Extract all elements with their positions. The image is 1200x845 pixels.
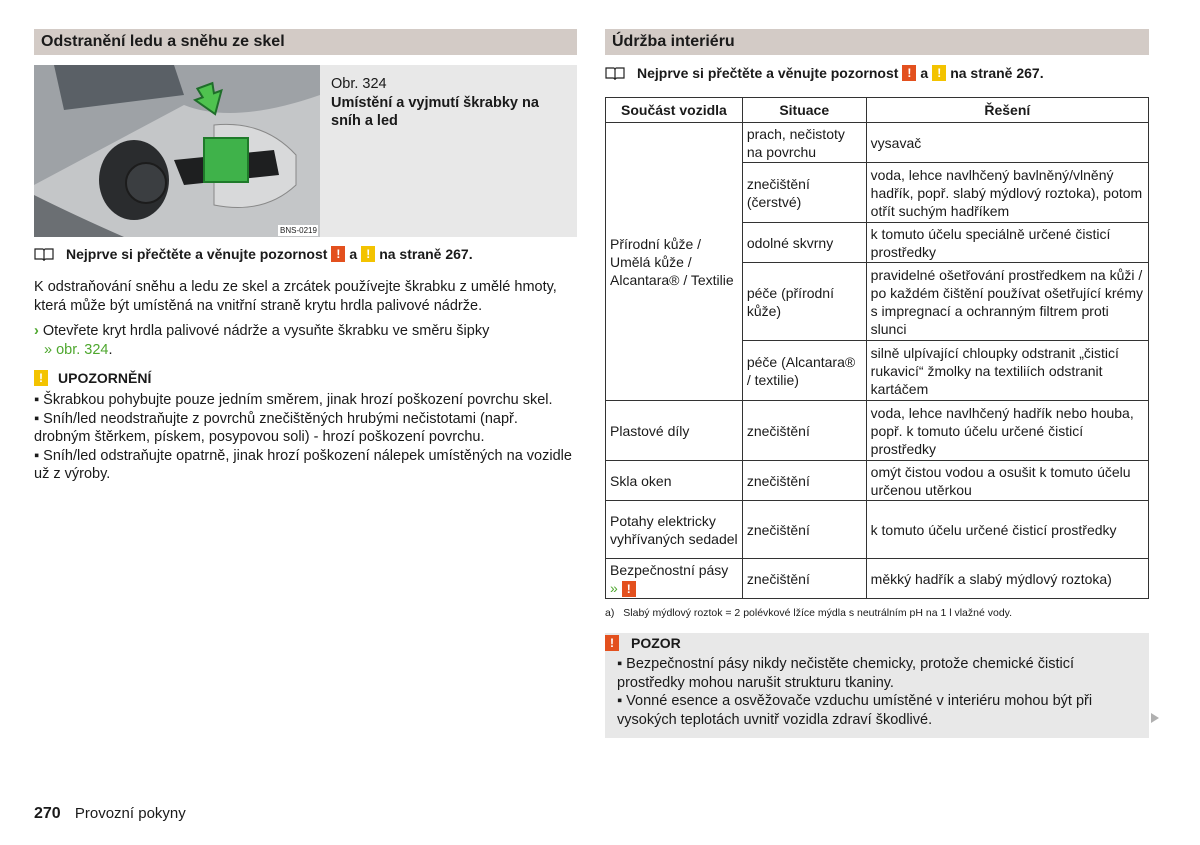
warning-item: ▪ Škrabkou pohybujte pouze jedním směrem, jinak hrozí poškození povrchu skel. — [34, 392, 553, 408]
column-header: Situace — [742, 98, 866, 123]
table-cell-part — [606, 559, 743, 599]
table-cell-situation: znečištění — [742, 559, 866, 599]
read-first-suffix: na straně 267. — [950, 65, 1044, 81]
table-cell-part: Potahy elektricky vyhřívaných sedadel — [606, 501, 743, 559]
table-cell-situation: péče (Alcantara® / textilie) — [742, 341, 866, 401]
read-first-prefix: Nejprve si přečtěte a věnujte pozornost — [66, 246, 328, 262]
page-footer — [34, 805, 186, 823]
table-cell-situation: znečištění — [742, 461, 866, 501]
step-chevron-icon: › — [34, 323, 39, 339]
table-cell-solution: voda, lehce navlhčený bavlněný/vlněný hadřík, popř. slabý mýdlový roztoka), potom otřít suchým hadříkem — [866, 163, 1148, 223]
table-cell-solution: k tomuto účelu určené čisticí prostředky — [866, 501, 1148, 559]
read-first-prefix: Nejprve si přečtěte a věnujte pozornost — [637, 65, 899, 81]
table-cell-situation: péče (přírodní kůže) — [742, 263, 866, 341]
caution-box — [605, 633, 1149, 738]
intro-paragraph: K odstraňování sněhu a ledu ze skel a zrcátek používejte škrabku z umělé hmoty, která může být umístěná na vnitřní straně krytu hrdla palivové nádrže. — [34, 279, 557, 314]
right-section-title: Údržba interiéru — [605, 29, 1149, 55]
read-first-and: a — [920, 65, 929, 81]
column-header: Součást vozidla — [606, 98, 743, 123]
step-instruction — [34, 322, 577, 359]
warning-title: UPOZORNĚNÍ — [58, 370, 152, 386]
read-first-suffix: na straně 267. — [379, 246, 473, 262]
exclamation-icon: ! — [361, 246, 375, 262]
caution-item: ▪ Bezpečnostní pásy nikdy nečistěte chemicky, protože chemické čisticí prostředky mohou narušit strukturu tkaniny. — [617, 656, 1074, 691]
image-code: BNS-0219 — [280, 226, 317, 235]
book-icon — [34, 247, 54, 261]
warning-item: ▪ Sníh/led odstraňujte opatrně, jinak hrozí poškození nálepek umístěných na vozidle už z výroby. — [34, 447, 572, 482]
book-icon — [605, 66, 625, 80]
table-cell-situation: prach, nečistoty na povrchu — [742, 123, 866, 163]
table-cell-part: Plastové díly — [606, 401, 743, 461]
step-text: Otevřete kryt hrdla palivové nádrže a vysuňte škrabku ve směru šipky — [42, 323, 490, 339]
figure-box — [34, 65, 577, 237]
warning-list — [34, 391, 577, 484]
table-cell-situation: znečištění — [742, 401, 866, 461]
table-cell-solution: vysavač — [866, 123, 1148, 163]
care-table — [605, 97, 1149, 599]
left-section-title: Odstranění ledu a sněhu ze skel — [34, 29, 577, 55]
footnote — [605, 607, 1149, 619]
exclamation-icon: ! — [932, 65, 946, 81]
caution-title: POZOR — [631, 635, 681, 651]
caution-heading — [605, 633, 1149, 651]
exclamation-icon: ! — [34, 370, 48, 386]
figure-caption-block — [331, 75, 566, 131]
caution-list — [605, 651, 1149, 729]
table-cell-solution: omýt čistou vodou a osušit k tomuto účelu určenou utěrkou — [866, 461, 1148, 501]
warning-item: ▪ Sníh/led neodstraňujte z povrchů znečištěných hrubými nečistotami (např. drobným štěrkem, pískem, posypovou soli) - hrozí poškození povrchu. — [34, 410, 518, 445]
table-cell-situation: znečištění — [742, 501, 866, 559]
page-number: 270 — [34, 805, 61, 822]
exclamation-icon: ! — [902, 65, 916, 81]
read-first-and: a — [349, 246, 358, 262]
column-header: Řešení — [866, 98, 1148, 123]
table-cell-solution: voda, lehce navlhčený hadřík nebo houba, popř. k tomuto účelu určené čisticí prostředky — [866, 401, 1148, 461]
table-cell-situation: odolné skvrny — [742, 223, 866, 263]
footnote-text: Slabý mýdlový roztok = 2 polévkové lžíce mýdla s neutrálním pH na 1 l vlažné vody. — [623, 607, 1013, 619]
figure-number: Obr. 324 — [331, 76, 387, 92]
table-cell-part: Skla oken — [606, 461, 743, 501]
exclamation-icon: ! — [605, 635, 619, 651]
table-cell-situation: znečištění (čerstvé) — [742, 163, 866, 223]
figure-link[interactable]: » obr. 324 — [44, 341, 109, 358]
belt-part-label: Bezpečnostní pásy — [610, 561, 729, 578]
caution-item: ▪ Vonné esence a osvěžovače vzduchu umístěné v interiéru mohou být při vysokých teplotách uvnitř vozidla zdraví škodlivé. — [617, 693, 1093, 728]
belt-ref-link[interactable]: » — [610, 579, 618, 596]
table-cell-solution: silně ulpívající chloupky odstranit „čisticí rukavicí“ žmolky na textiliích odstranit kartáčem — [866, 341, 1148, 401]
step-end: . — [108, 341, 113, 358]
read-first-note — [34, 246, 473, 262]
exclamation-icon: ! — [331, 246, 345, 262]
table-cell-solution: pravidelné ošetřování prostředkem na kůži / po každém čištění používat ošetřující krémy s impregnací a ochranným filtrem proti slunci — [866, 263, 1148, 341]
read-first-note-right — [605, 65, 1044, 81]
footnote-mark: a) — [605, 607, 615, 619]
exclamation-icon: ! — [622, 581, 636, 597]
table-cell-solution: měkký hadřík a slabý mýdlový roztoka) — [866, 559, 1148, 599]
table-cell-solution: k tomuto účelu speciálně určené čisticí prostředky — [866, 223, 1148, 263]
warning-heading — [34, 370, 151, 386]
footer-section: Provozní pokyny — [74, 805, 186, 822]
table-cell-part: Přírodní kůže / Umělá kůže / Alcantara® / Textilie — [606, 123, 743, 401]
fuel-cap-scraper-image — [34, 65, 320, 237]
next-page-arrow-icon — [1150, 712, 1160, 724]
figure-caption: Umístění a vyjmutí škrabky na sníh a led — [331, 94, 539, 129]
